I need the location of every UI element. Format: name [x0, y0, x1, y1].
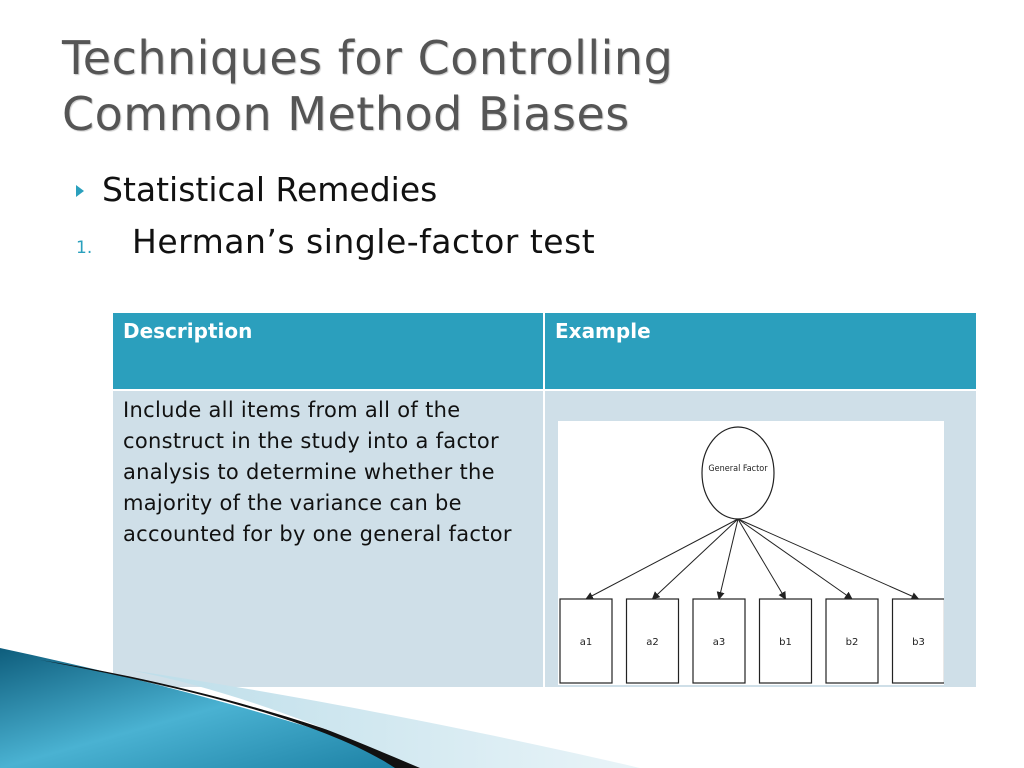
item-label-b3: b3: [912, 637, 925, 648]
general-factor-label: General Factor: [708, 464, 768, 474]
arrow-to-a3: [719, 519, 738, 599]
title-line-1: Techniques for Controlling: [62, 31, 674, 85]
decorative-swoosh: [0, 630, 1024, 768]
arrow-to-b1: [738, 519, 786, 599]
item-label-a3: a3: [712, 637, 726, 648]
bullet-statistical-remedies: [76, 170, 437, 209]
arrow-to-a2: [653, 519, 739, 599]
item-label-a1: a1: [579, 637, 593, 648]
numbered-marker: 1.: [76, 238, 93, 258]
description-cell: Include all items from all of the construct in the study into a factor analysis to determine whether the majority of the variance can be accounted for by one general factor: [112, 390, 544, 688]
item-label-a2: a2: [646, 637, 659, 648]
slide-title: [62, 30, 962, 142]
header-description: Description: [112, 312, 544, 390]
table-header-row: [112, 312, 977, 390]
numbered-item: [76, 222, 595, 261]
title-line-2: Common Method Biases: [62, 87, 630, 141]
header-example: Example: [544, 312, 977, 390]
item-label-b1: b1: [779, 637, 792, 648]
arrow-to-b3: [738, 519, 919, 599]
arrow-to-b2: [738, 519, 852, 599]
item-label-b2: b2: [845, 637, 859, 648]
arrow-to-a1: [586, 519, 738, 599]
bullet-text: Statistical Remedies: [102, 170, 438, 209]
numbered-item-text: Herman’s single-factor test: [132, 222, 596, 261]
triangle-right-icon: [76, 185, 84, 197]
